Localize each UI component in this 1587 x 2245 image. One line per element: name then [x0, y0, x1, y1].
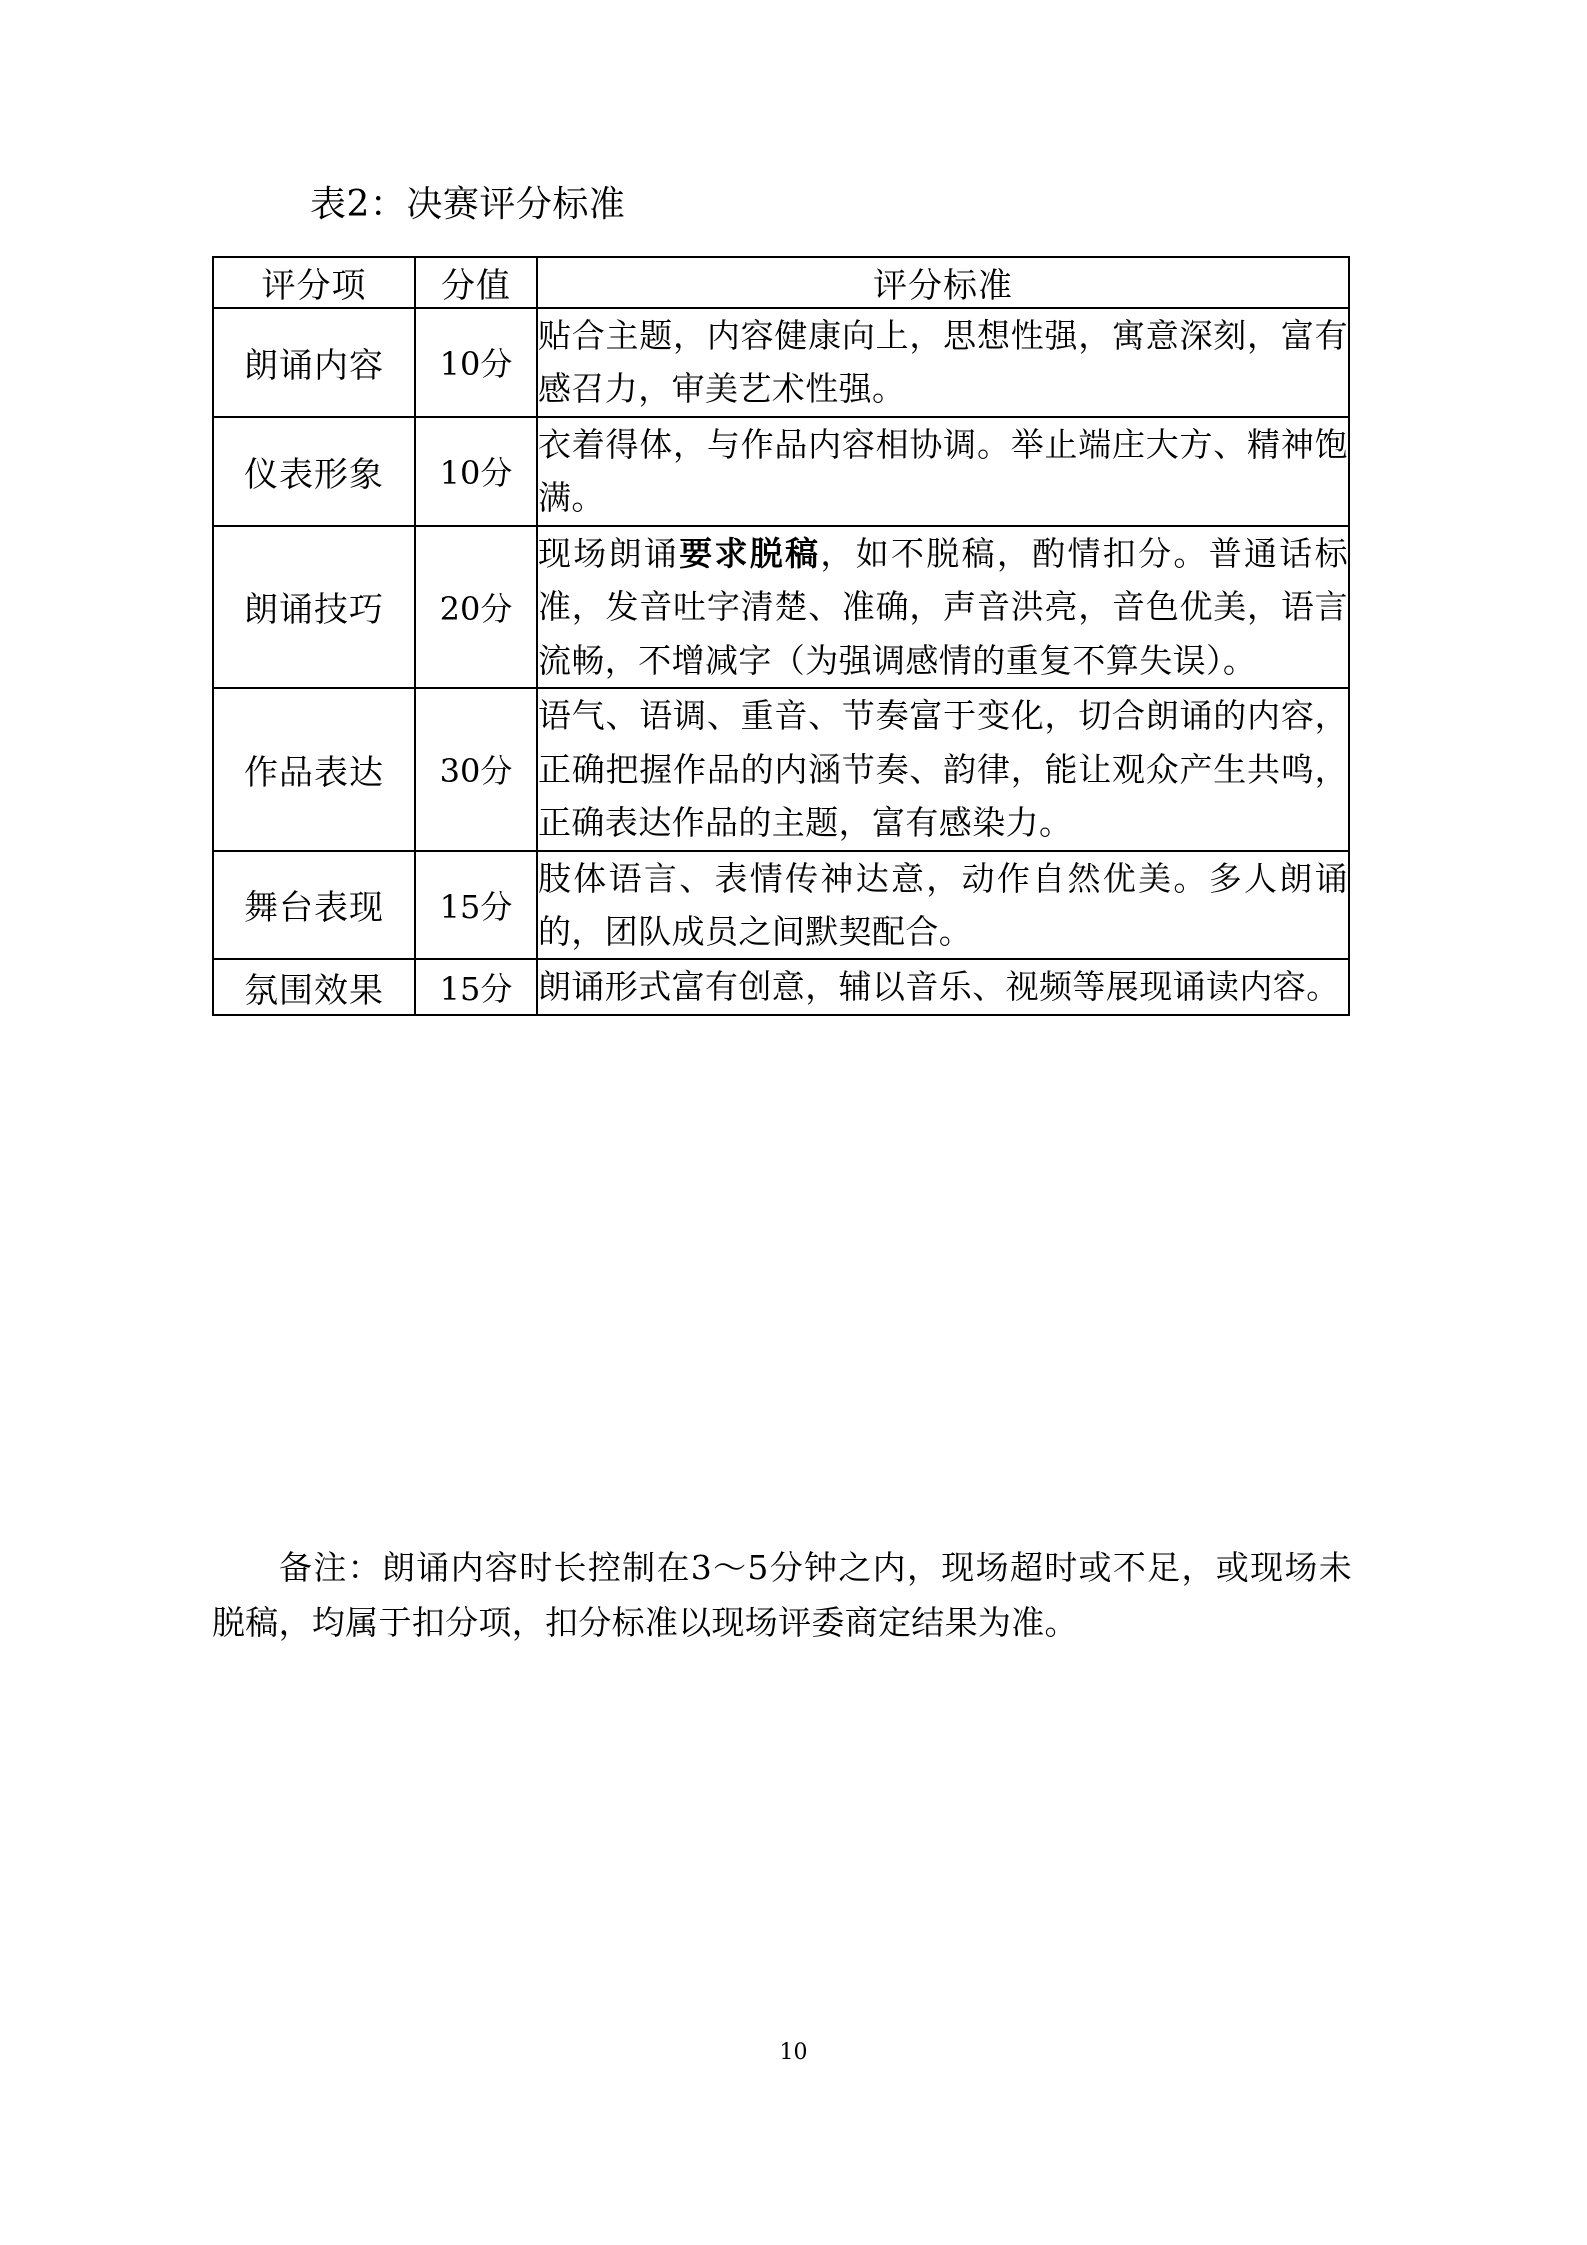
table-row	[213, 526, 1349, 688]
criteria-text-emphasis: 要求脱稿	[679, 533, 821, 573]
table-row	[213, 851, 1349, 960]
page-number: 10	[779, 2040, 808, 2065]
scoring-criteria-table	[212, 256, 1350, 1016]
row-criteria-text: 肢体语言、表情传神达意，动作自然优美。多人朗诵的，团队成员之间默契配合。	[537, 851, 1349, 960]
table-row	[213, 959, 1349, 1014]
row-score-value: 20分	[415, 526, 537, 688]
table-row	[213, 688, 1349, 850]
row-score-value: 10分	[415, 417, 537, 526]
row-criteria-text: 朗诵形式富有创意，辅以音乐、视频等展现诵读内容。	[537, 959, 1349, 1014]
criteria-text-post: ，如不脱稿，酌情扣分。普通话标准，发音吐字清楚、准确，声音洪亮，音色优美，语言流畅，不增减字（为强调感情的重复不算失误）。	[538, 533, 1348, 680]
row-score-value: 15分	[415, 959, 537, 1014]
table-row	[213, 417, 1349, 526]
criteria-text-pre: 现场朗诵	[538, 533, 680, 573]
row-item-name: 朗诵技巧	[213, 526, 415, 688]
row-criteria-text	[537, 526, 1349, 688]
table-note	[212, 1540, 1352, 1651]
row-score-value: 10分	[415, 308, 537, 417]
row-criteria-text: 贴合主题，内容健康向上，思想性强，寓意深刻，富有感召力，审美艺术性强。	[537, 308, 1349, 417]
column-header-criteria: 评分标准	[537, 257, 1349, 308]
table-header-row	[213, 257, 1349, 308]
row-score-value: 30分	[415, 688, 537, 850]
row-score-value: 15分	[415, 851, 537, 960]
table-row	[213, 308, 1349, 417]
row-item-name: 朗诵内容	[213, 308, 415, 417]
column-header-item: 评分项	[213, 257, 415, 308]
row-item-name: 舞台表现	[213, 851, 415, 960]
row-item-name: 作品表达	[213, 688, 415, 850]
row-criteria-text: 语气、语调、重音、节奏富于变化，切合朗诵的内容，正确把握作品的内涵节奏、韵律，能让观众产生共鸣，正确表达作品的主题，富有感染力。	[537, 688, 1349, 850]
column-header-score: 分值	[415, 257, 537, 308]
row-item-name: 仪表形象	[213, 417, 415, 526]
page-title: 表2：决赛评分标准	[310, 184, 626, 225]
row-criteria-text: 衣着得体，与作品内容相协调。举止端庄大方、精神饱满。	[537, 417, 1349, 526]
row-item-name: 氛围效果	[213, 959, 415, 1014]
note-text: 备注：朗诵内容时长控制在3～5分钟之内，现场超时或不足，或现场未脱稿，均属于扣分项，扣分标准以现场评委商定结果为准。	[212, 1548, 1352, 1643]
